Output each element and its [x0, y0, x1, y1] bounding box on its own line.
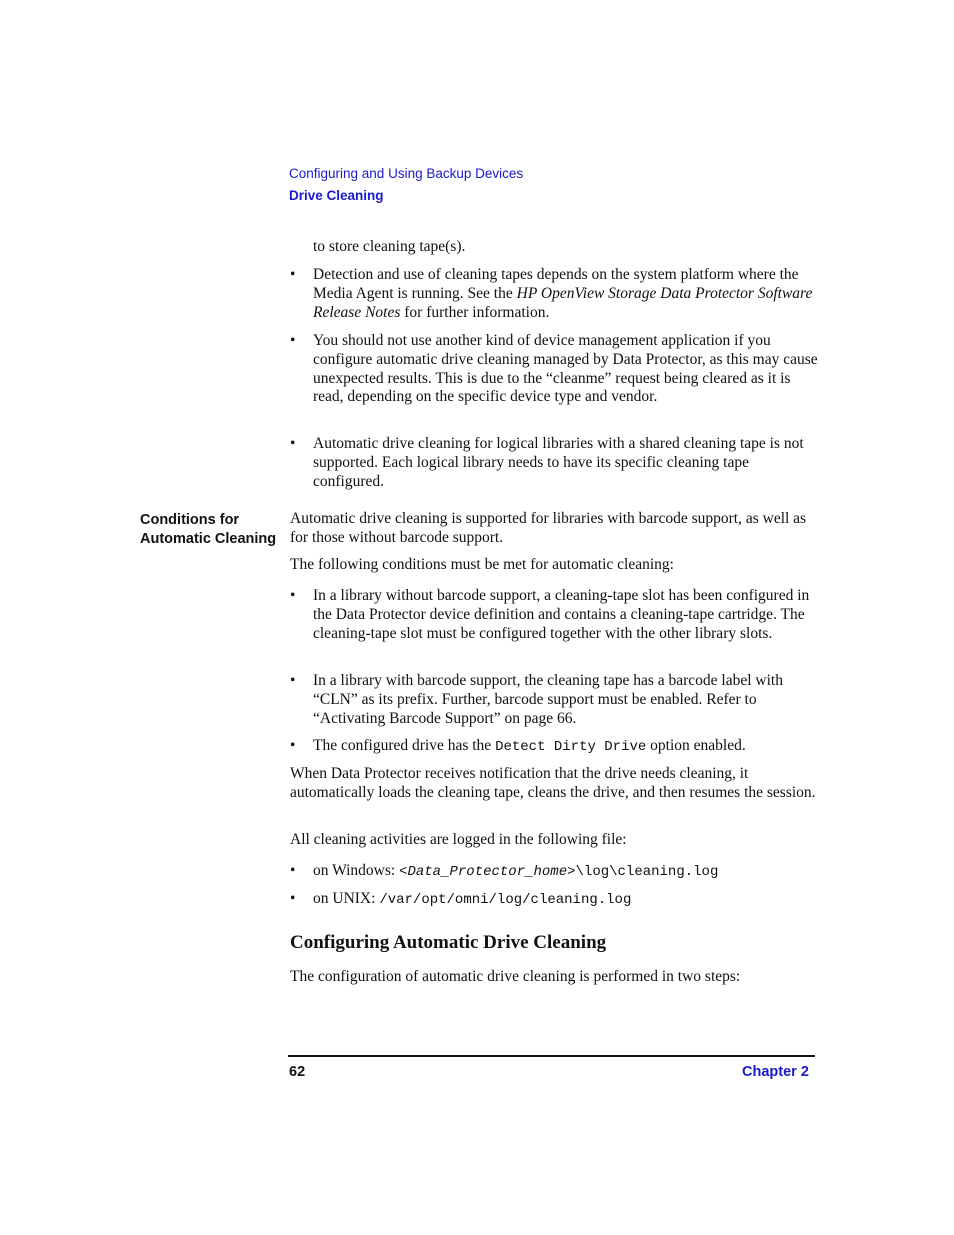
- bullet-barcode: In a library with barcode support, the cleaning tape has a barcode label with “CLN” as its prefix. Further, barcode support must be enabled. Refer to “Activating Barcode Support” on page 66.: [313, 672, 783, 727]
- footer-rule: [288, 1055, 815, 1057]
- bullet-logical-libraries: Automatic drive cleaning for logical libraries with a shared cleaning tape is not supported. Each logical library needs to have its specific cleaning tape configured.: [313, 435, 804, 490]
- bullet-glyph: •: [290, 587, 296, 604]
- bullet-device-management-warning: You should not use another kind of device management application if you configure automatic drive cleaning managed by Data Protector, as this may cause unexpected results. This is due to the “cleanme” request being cleared as it is read, depending on the specific device type and vendor.: [313, 332, 818, 406]
- para-notification: When Data Protector receives notification that the drive needs cleaning, it automatically loads the cleaning tape, cleans the drive, and then resumes the session.: [290, 765, 816, 801]
- bullet-glyph: •: [290, 672, 296, 689]
- bullet-windows-log: [313, 862, 818, 882]
- bullet-glyph: •: [290, 737, 296, 754]
- bullet-text: option enabled.: [646, 737, 746, 754]
- path-code: /var/opt/omni/log/cleaning.log: [379, 892, 632, 908]
- bullet-detect-dirty-drive: [313, 737, 818, 757]
- running-header-section: Drive Cleaning: [289, 188, 384, 203]
- bullet-glyph: •: [290, 435, 296, 452]
- path-code: \log\cleaning.log: [575, 864, 719, 880]
- bullet-text: on UNIX:: [313, 890, 380, 907]
- option-name-code: Detect Dirty Drive: [495, 739, 647, 755]
- bullet-glyph: •: [290, 332, 296, 349]
- para-configuration-steps: The configuration of automatic drive cleaning is performed in two steps:: [290, 968, 741, 985]
- page-number: 62: [289, 1064, 306, 1080]
- bullet-text: for further information.: [400, 303, 550, 321]
- bullet-glyph: •: [290, 890, 296, 907]
- para-logged: All cleaning activities are logged in the following file:: [290, 831, 627, 848]
- bullet-unix-log: [313, 890, 818, 910]
- para-conditions-intro: The following conditions must be met for automatic cleaning:: [290, 556, 674, 573]
- bullet-glyph: •: [290, 266, 296, 283]
- release-notes-reference: HP OpenView Storage Data Protector Software Release Notes: [313, 284, 813, 321]
- side-heading-conditions: Conditions for Automatic Cleaning: [140, 512, 277, 547]
- bullet-glyph: •: [290, 862, 296, 879]
- section-heading-configuring: Configuring Automatic Drive Cleaning: [290, 932, 607, 953]
- bullet-text: The configured drive has the: [313, 737, 496, 754]
- bullet-text: on Windows:: [313, 862, 400, 879]
- bullet-text: Detection and use of cleaning tapes depends on the system platform where the Media Agent is running. See the: [313, 266, 799, 302]
- intro-continuation: to store cleaning tape(s).: [313, 238, 466, 255]
- path-placeholder-code: <Data_Protector_home>: [399, 864, 576, 880]
- chapter-link[interactable]: Chapter 2: [742, 1064, 809, 1080]
- bullet-no-barcode: In a library without barcode support, a cleaning-tape slot has been configured in the Data Protector device definition and contains a cleaning-tape cartridge. The cleaning-tape slot must be configured together with the other library slots.: [313, 587, 810, 642]
- para-supported-libraries: Automatic drive cleaning is supported for libraries with barcode support, as well as for those without barcode support.: [290, 510, 807, 546]
- bullet-platform-detection: [313, 266, 818, 322]
- running-header-chapter: Configuring and Using Backup Devices: [289, 166, 524, 181]
